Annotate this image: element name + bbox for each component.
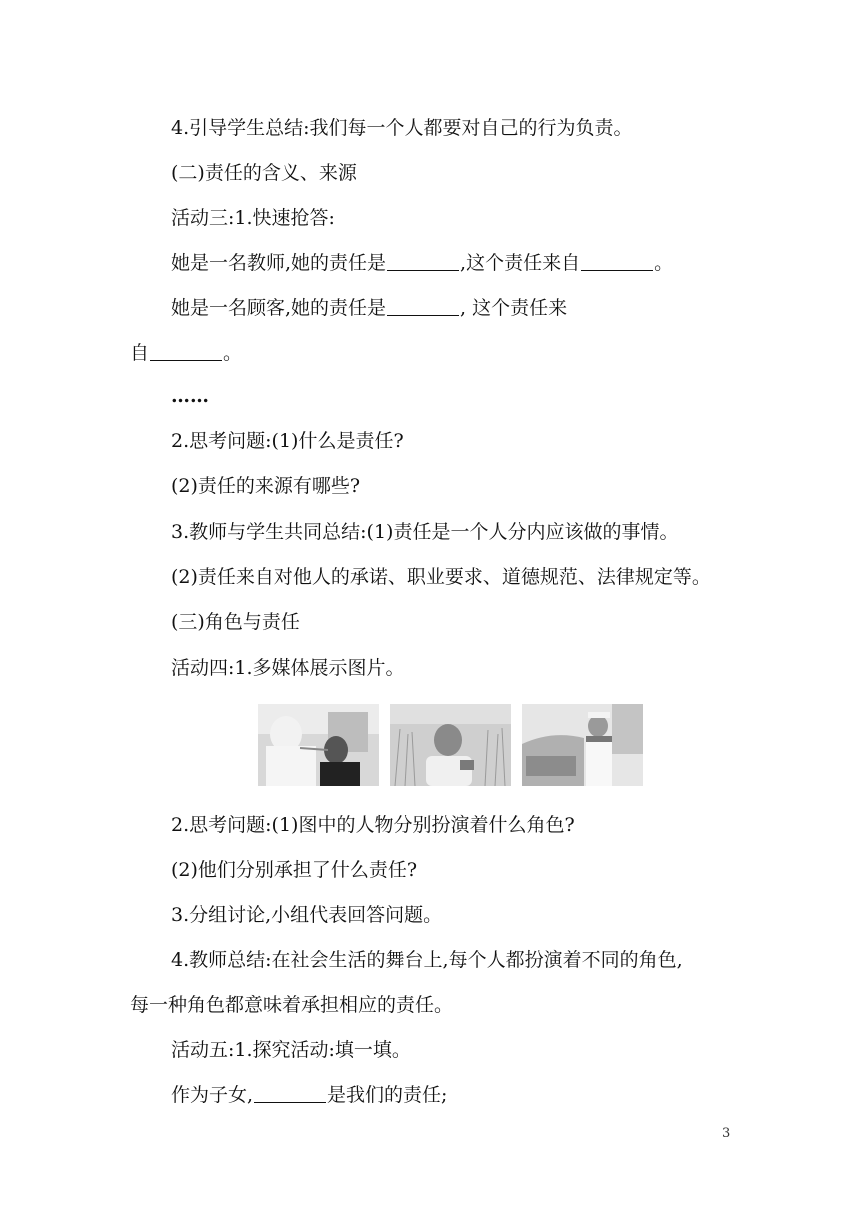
text-line: (2)责任的来源有哪些? (171, 475, 361, 497)
fill-in-line (130, 340, 242, 366)
text-line: 活动五:1.探究活动:填一填。 (171, 1039, 411, 1061)
text-fragment: 。 (654, 252, 674, 274)
photo-strip (258, 704, 643, 786)
text-fragment: 自 (130, 342, 150, 364)
fill-in-line (171, 295, 567, 321)
text-fragment: ,这个责任来自 (460, 252, 581, 274)
text-fragment: 她是一名教师,她的责任是 (171, 252, 387, 274)
answer-blank (254, 1084, 326, 1103)
answer-blank (387, 297, 459, 316)
text-line: 4.引导学生总结:我们每一个人都要对自己的行为负责。 (171, 117, 633, 139)
text-line: (2)责任来自对他人的承诺、职业要求、道德规范、法律规定等。 (171, 566, 711, 588)
photo-doctor-patient-icon (258, 704, 379, 786)
section-heading: (二)责任的含义、来源 (171, 162, 357, 184)
text-fragment: 作为子女, (171, 1084, 254, 1106)
photo-traffic-police-icon (522, 704, 643, 786)
answer-blank (150, 342, 222, 361)
text-line: 2.思考问题:(1)图中的人物分别扮演着什么角色? (171, 814, 575, 836)
text-fragment: 。 (223, 342, 243, 364)
answer-blank (581, 252, 653, 271)
text-line: (2)他们分别承担了什么责任? (171, 859, 418, 881)
text-line: 活动四:1.多媒体展示图片。 (171, 657, 405, 679)
fill-in-line (171, 250, 673, 276)
section-heading: (三)角色与责任 (171, 611, 300, 633)
text-fragment: , 这个责任来 (460, 297, 568, 319)
text-line: 3.分组讨论,小组代表回答问题。 (171, 904, 443, 926)
photo-farmer-field-icon (390, 704, 511, 786)
text-line: 2.思考问题:(1)什么是责任? (171, 430, 404, 452)
text-line: 每一种角色都意味着承担相应的责任。 (130, 994, 454, 1016)
text-fragment: 是我们的责任; (327, 1084, 448, 1106)
fill-in-line (171, 1082, 447, 1108)
answer-blank (387, 252, 459, 271)
text-line: 3.教师与学生共同总结:(1)责任是一个人分内应该做的事情。 (171, 521, 679, 543)
text-line: 活动三:1.快速抢答: (171, 207, 335, 229)
text-fragment: 她是一名顾客,她的责任是 (171, 297, 387, 319)
ellipsis: …… (171, 385, 209, 407)
text-line: 4.教师总结:在社会生活的舞台上,每个人都扮演着不同的角色, (171, 949, 683, 971)
page-number: 3 (722, 1126, 731, 1141)
